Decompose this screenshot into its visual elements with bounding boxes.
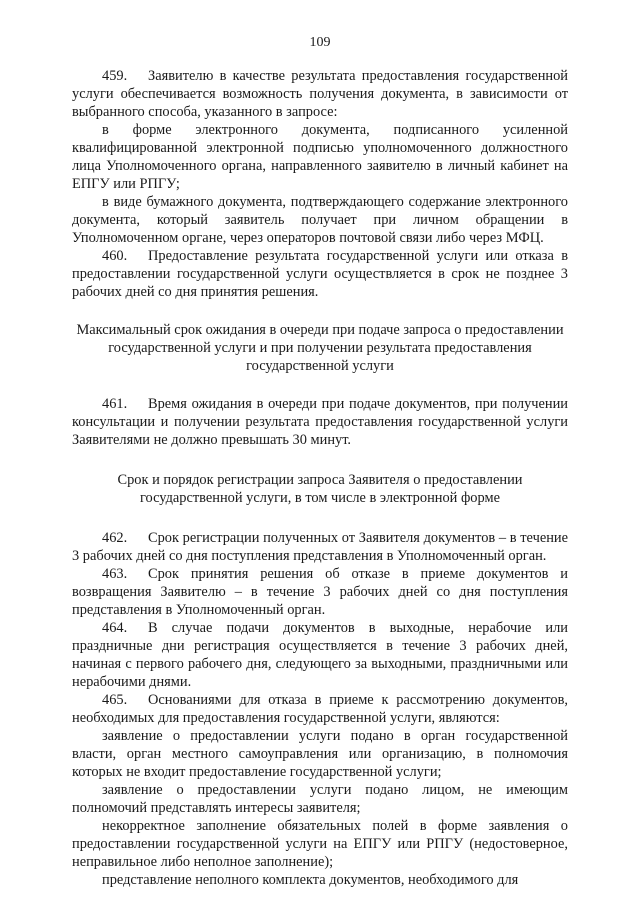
item-number: 465.: [102, 692, 128, 708]
paragraph-464: [72, 619, 568, 691]
paragraph-wrong-authority: заявление о предоставлении услуги подано в орган государственной власти, орган местного самоуправления или организацию, в полномочия которых не входит предоставление государственной услуги;: [72, 728, 568, 780]
spacer: [72, 375, 568, 395]
paragraph-text: В случае подачи документов в выходные, нерабочие или праздничные дни регистрация осуществляется в течение 3 рабочих дней, начиная с первого рабочего дня, следующего за выходными, праздничными или нерабочими днями.: [72, 620, 568, 690]
paragraph-text: Основаниями для отказа в приеме к рассмотрению документов, необходимых для предоставления государственной услуги, являются:: [72, 692, 568, 726]
spacer: [72, 301, 568, 321]
paragraph-459: [72, 67, 568, 121]
paragraph-text: Предоставление результата государственной услуги или отказа в предоставлении государственной услуги осуществляется в срок не позднее 3 рабочих дней со дня принятия решения.: [72, 248, 568, 300]
paragraph-text: Время ожидания в очереди при подаче документов, при получении консультации и получении результата предоставления государственной услуги Заявителями не должно превышать 30 минут.: [72, 396, 568, 448]
paragraph-461: [72, 395, 568, 449]
paragraph-460: [72, 247, 568, 301]
paragraph-incomplete-set: представление неполного комплекта документов, необходимого для: [102, 872, 519, 888]
paragraph-electronic-form: в форме электронного документа, подписанного усиленной квалифицированной электронной подписью уполномоченного должностного лица Уполномоченного органа, направленного заявителю в личный кабинет на ЕПГУ или РПГУ;: [72, 122, 568, 192]
item-number: 462.: [102, 530, 128, 546]
paragraph-463: [72, 565, 568, 619]
paragraph-text: Срок регистрации полученных от Заявителя документов – в течение 3 рабочих дней со дня поступления представления в Уполномоченный орган.: [72, 530, 568, 564]
item-number: 460.: [102, 248, 128, 264]
paragraph-465: [72, 691, 568, 727]
paragraph-462: [72, 529, 568, 565]
spacer: [72, 507, 568, 529]
paragraph-text: Срок принятия решения об отказе в приеме документов и возвращения Заявителю – в течение 3 рабочих дней со дня поступления представления в Уполномоченный орган.: [72, 566, 568, 618]
item-number: 461.: [102, 396, 128, 412]
spacer: [72, 449, 568, 471]
paragraph-paper-form: в виде бумажного документа, подтверждающего содержание электронного документа, который заявитель получает при личном обращении в Уполномоченном органе, через операторов почтовой связи либо через МФЦ.: [72, 194, 568, 246]
paragraph-incorrect-fields: некорректное заполнение обязательных полей в форме заявления о предоставлении государственной услуги на ЕПГУ или РПГУ (недостоверное, неправильное либо неполное заполнение);: [72, 818, 568, 870]
paragraph-text: Заявителю в качестве результата предоставления государственной услуги обеспечивается возможность получения документа, в зависимости от выбранного способа, указанного в запросе:: [72, 68, 568, 120]
item-number: 459.: [102, 68, 128, 84]
document-body: [72, 67, 568, 889]
section-heading-registration: Срок и порядок регистрации запроса Заявителя о предоставлении государственной услуги, в том числе в электронной форме: [117, 472, 523, 506]
paragraph-no-authority: заявление о предоставлении услуги подано лицом, не имеющим полномочий представлять интересы заявителя;: [72, 782, 568, 816]
section-heading-queue-time: Максимальный срок ожидания в очереди при подаче запроса о предоставлении государственной услуги и при получении результата предоставления государственной услуги: [76, 322, 564, 374]
item-number: 463.: [102, 566, 128, 582]
item-number: 464.: [102, 620, 128, 636]
page-number: 109: [309, 35, 331, 50]
